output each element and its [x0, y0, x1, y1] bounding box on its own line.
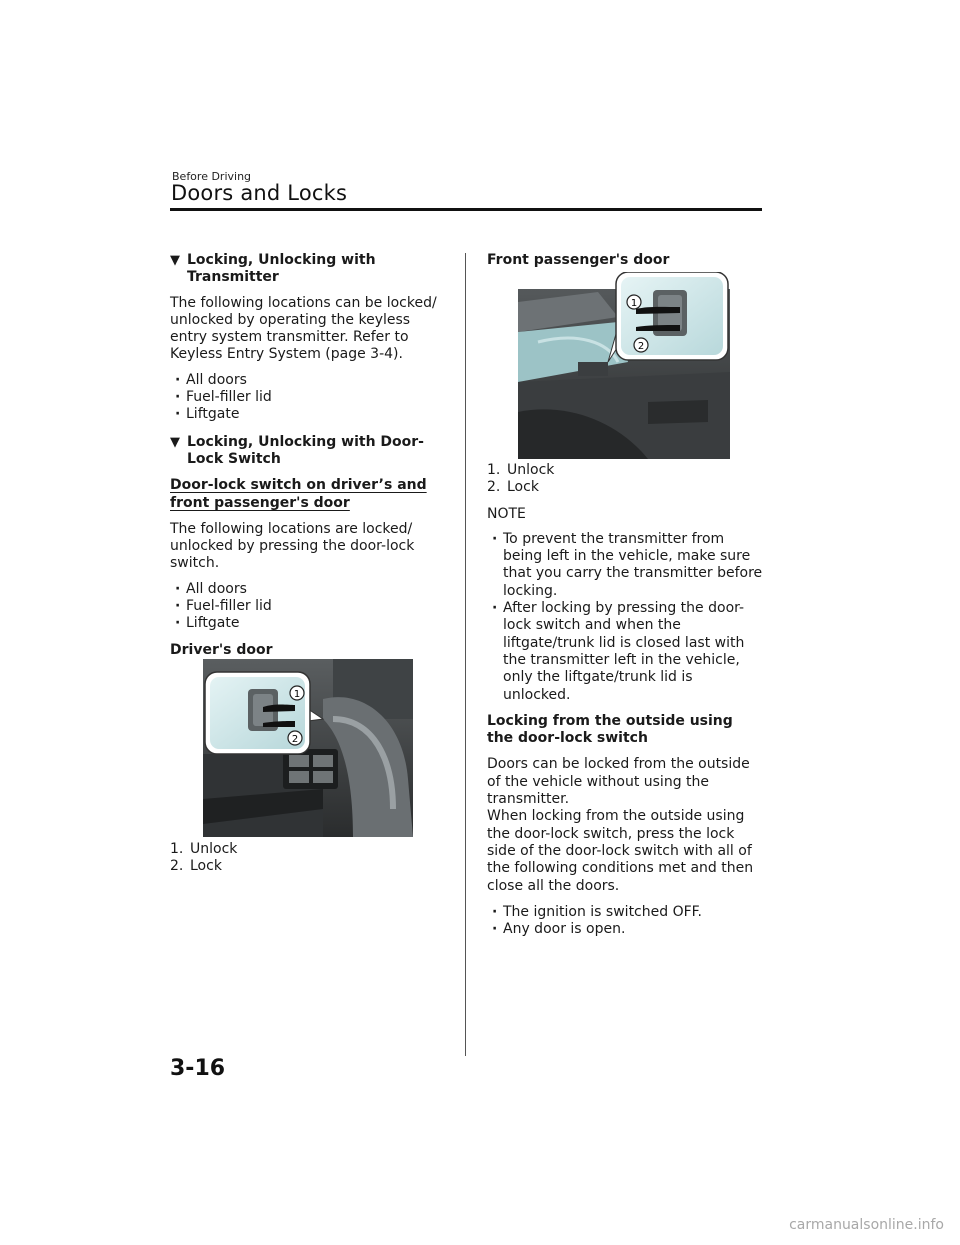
paragraph-door-lock: The following locations are locked/ unlocked by pressing the door-lock switch. [170, 520, 415, 572]
list-item: 2. Lock [170, 858, 222, 875]
heading-outside-lock: Locking from the outside using the door-lock switch [487, 712, 733, 747]
page-title: Doors and Locks [171, 181, 348, 205]
triangle-icon: ▼ [170, 434, 180, 450]
watermark: carmanualsonline.info [789, 1217, 944, 1233]
callout-list [487, 462, 763, 497]
callout-2-label: 2 [291, 734, 299, 745]
heading-transmitter: ▼ Locking, Unlocking with Transmitter [170, 252, 376, 286]
header-rule [170, 208, 762, 211]
conditions-list [487, 904, 763, 939]
list-item: · To prevent the transmitter from being left in the vehicle, make sure that you carry the transmitter before locking. [492, 530, 763, 599]
list-item: 1. Unlock [170, 841, 238, 857]
list-item: · Fuel-filler lid [175, 598, 272, 615]
bullet-list-door-lock [170, 581, 446, 633]
bullet-list-transmitter [170, 372, 446, 424]
front-passenger-door-illustration [518, 272, 730, 459]
callout-list [170, 841, 446, 876]
list-item: 2. Lock [487, 479, 539, 496]
drivers-door-label: Driver's door [170, 641, 273, 658]
callout-1-label: 1 [293, 689, 301, 700]
left-column [170, 252, 446, 659]
page-number: 3-16 [170, 1056, 226, 1081]
list-item: 1. Unlock [487, 462, 555, 478]
right-column [487, 462, 763, 938]
list-item: · Fuel-filler lid [175, 389, 272, 406]
callout-1-label: 1 [630, 298, 638, 309]
column-divider [465, 253, 466, 1056]
list-item: · Any door is open. [492, 921, 626, 938]
list-item: · Liftgate [175, 615, 240, 632]
heading-door-lock-switch: ▼ Locking, Unlocking with Door-Lock Switch [170, 433, 424, 467]
drivers-door-callouts [170, 841, 446, 876]
paragraph-outside-lock-2: When locking from the outside using the door-lock switch, press the lock side of the door-lock switch with all of the following conditions met and then close all the doors. [487, 808, 754, 894]
triangle-icon: ▼ [170, 253, 180, 268]
right-column-top [487, 252, 763, 269]
note-list [487, 531, 763, 704]
section-label: Before Driving [172, 170, 252, 183]
callout-2-label: 2 [637, 341, 645, 352]
paragraph-outside-lock-1: Doors can be locked from the outside of the vehicle without using the transmitter. [487, 756, 750, 808]
list-item: · All doors [175, 580, 247, 597]
paragraph-transmitter: The following locations can be locked/ unlocked by operating the keyless entry system transmitter. Refer to Keyless Entry System (page 3-4). [170, 294, 437, 363]
list-item: · Liftgate [175, 406, 240, 423]
front-passenger-door-label: Front passenger's door [487, 252, 670, 268]
list-item: · All doors [175, 371, 247, 388]
note-label: NOTE [487, 505, 526, 522]
list-item: · The ignition is switched OFF. [492, 903, 702, 920]
list-item: · After locking by pressing the door-lock switch and when the liftgate/trunk lid is closed last with the transmitter left in the vehicle, only the liftgate/trunk lid is unlocked. [492, 600, 745, 703]
drivers-door-illustration [203, 659, 413, 837]
subheading-door-lock-switch: Door-lock switch on driver’s and front passenger's door [170, 477, 427, 511]
